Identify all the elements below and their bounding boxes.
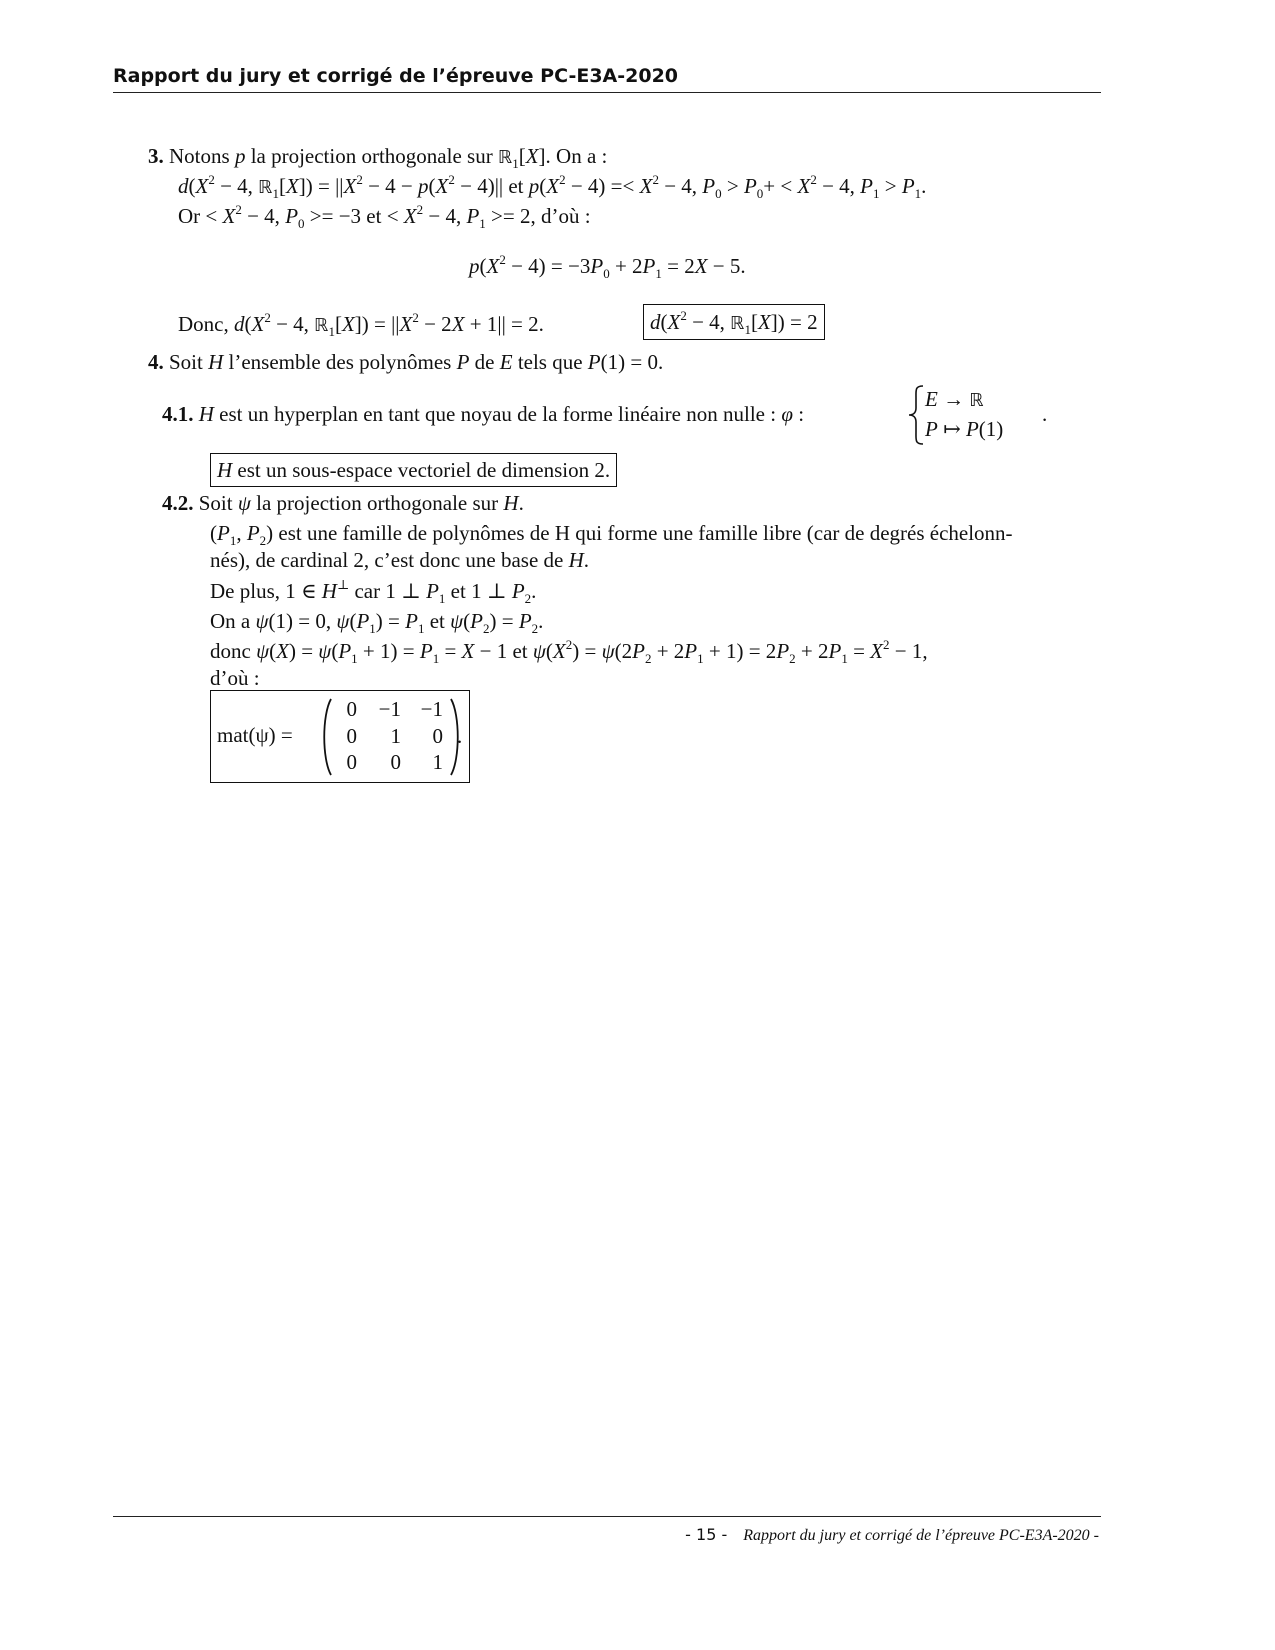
- q41-text: est un hyperplan en tant que noyau de la forme linéaire non nulle :: [219, 402, 777, 426]
- q42-text-7: d’où :: [210, 666, 260, 690]
- header-title: Rapport du jury et corrigé de l’épreuve PC-E3A-2020: [113, 65, 679, 87]
- matrix-cell: −1: [378, 697, 401, 721]
- matrix-cell: 0: [432, 724, 443, 748]
- q4-label: 4.: [148, 350, 164, 374]
- matrix-cell: 0: [346, 724, 357, 748]
- footer-title: Rapport du jury et corrigé de l’épreuve PC-E3A-2020 -: [743, 1527, 1099, 1544]
- phi-definition: [907, 384, 1047, 446]
- q42-text-5a: On a: [210, 609, 251, 633]
- q42-text-1: la projection orthogonale sur: [256, 491, 499, 515]
- page-header: [113, 64, 1101, 93]
- q42-line-2: ($P_1$, $P_2$) est une famille de polynômes de H qui forme une famille libre (car de degrés échelonn-: [210, 521, 1013, 548]
- q3-donc-word: Donc,: [178, 312, 229, 336]
- matrix-label: mat(ψ) =: [217, 723, 293, 747]
- q42-line-4: De plus, 1 ∈ H⊥ car 1 ⊥ $P_1$ et 1 ⊥ $P_2$.: [210, 577, 537, 606]
- matrix-period: .: [457, 724, 463, 748]
- matrix-cell: 1: [390, 724, 401, 748]
- matrix-cell: −1: [420, 697, 443, 721]
- phi-line-2: P ↦ P(1): [925, 417, 1004, 441]
- matrix-cell: 0: [390, 750, 401, 774]
- q41-box-text: est un sous-espace vectoriel de dimension 2.: [237, 458, 611, 482]
- q3-boxed-result: $d(X^2 - 4$, ℝ$_1$[X]) = 2: [643, 304, 825, 340]
- page-footer: [685, 1525, 1099, 1545]
- q42-text-2: est une famille de polynômes de H qui forme une famille libre (car de degrés échelonn-: [278, 521, 1013, 545]
- q3-text-a: Notons: [169, 144, 235, 168]
- q41-label: 4.1.: [162, 402, 194, 426]
- matrix: [321, 697, 461, 777]
- q3-text-c: . On a :: [545, 144, 608, 168]
- matrix-cell: 0: [346, 697, 357, 721]
- q4-intro: 4. Soit H l’ensemble des polynômes P de E tels que P(1) = 0.: [148, 350, 664, 374]
- q3-label: 3.: [148, 144, 164, 168]
- q42-text-3: nés), de cardinal 2, c’est donc une base de: [210, 548, 564, 572]
- q42-line-7: [210, 665, 260, 691]
- q3-line-2: $d(X^2 - 4$, ℝ$_1$[X]) = $||X^2 - 4 - p(X^2 - 4)||$ et $p(X^2 - 4) =< X^2 - 4$, $P_0 > P_0+ < X^2 - 4$, $P_1 > P_1$.: [178, 172, 927, 201]
- q3-dou: , d’où :: [530, 204, 591, 228]
- q41-boxed-result: H est un sous-espace vectoriel de dimension 2.: [210, 453, 617, 487]
- q3-et-word: et: [508, 174, 524, 198]
- q42-line-5: On a ψ(1) = 0, $\psi(P_1) = P_1$ et $\psi(P_2) = P_2$.: [210, 609, 544, 636]
- q3-conclusion: Donc, $d(X^2 - 4$, ℝ$_1$[X]) = $||X^2 - 2X + 1|| = 2$.: [178, 310, 544, 339]
- matrix-cell: 1: [432, 750, 443, 774]
- footer-rule: [113, 1516, 1101, 1517]
- q3-text-b: la projection orthogonale sur: [245, 144, 498, 168]
- q42-line-6: donc $\psi(X) = \psi(P_1 + 1) = P_1 = X - 1$ et $\psi(X^2) = \psi(2P_2 + 2P_1 + 1) = 2P_2 + 2P_1 = X^2 - 1$,: [210, 637, 928, 666]
- q3-or-word: Or: [178, 204, 201, 228]
- q42-label: 4.2.: [162, 491, 194, 515]
- matrix-box: [210, 690, 470, 783]
- q3-line-1: 3. Notons p la projection orthogonale sur ℝ$_1$[X]. On a :: [148, 144, 608, 171]
- q42-line-1: 4.2. Soit ψ la projection orthogonale sur H.: [162, 491, 524, 515]
- matrix-cell: 0: [346, 750, 357, 774]
- phi-line-1: E → ℝ: [925, 387, 984, 411]
- q42-text-6a: donc: [210, 639, 251, 663]
- q42-text-4a: De plus,: [210, 579, 280, 603]
- phi-period: .: [1042, 402, 1048, 426]
- q42-line-3: nés), de cardinal 2, c’est donc une base de H.: [210, 548, 590, 572]
- q3-display-equation: $p(X^2 - 4) = -3P_0 + 2P_1 = 2X - 5$.: [469, 252, 746, 281]
- q3-line-3: $Or < X^2 - 4$, $P_0 >= -3$ et < $X^2 - 4$, $P_1 >= 2$, d’où :: [178, 202, 591, 231]
- page-number: - 15 -: [685, 1525, 728, 1544]
- q42-text-4b: car: [354, 579, 381, 603]
- left-brace-icon: [907, 384, 927, 446]
- q41-line: 4.1. H est un hyperplan en tant que noyau de la forme linéaire non nulle : φ :: [162, 402, 805, 426]
